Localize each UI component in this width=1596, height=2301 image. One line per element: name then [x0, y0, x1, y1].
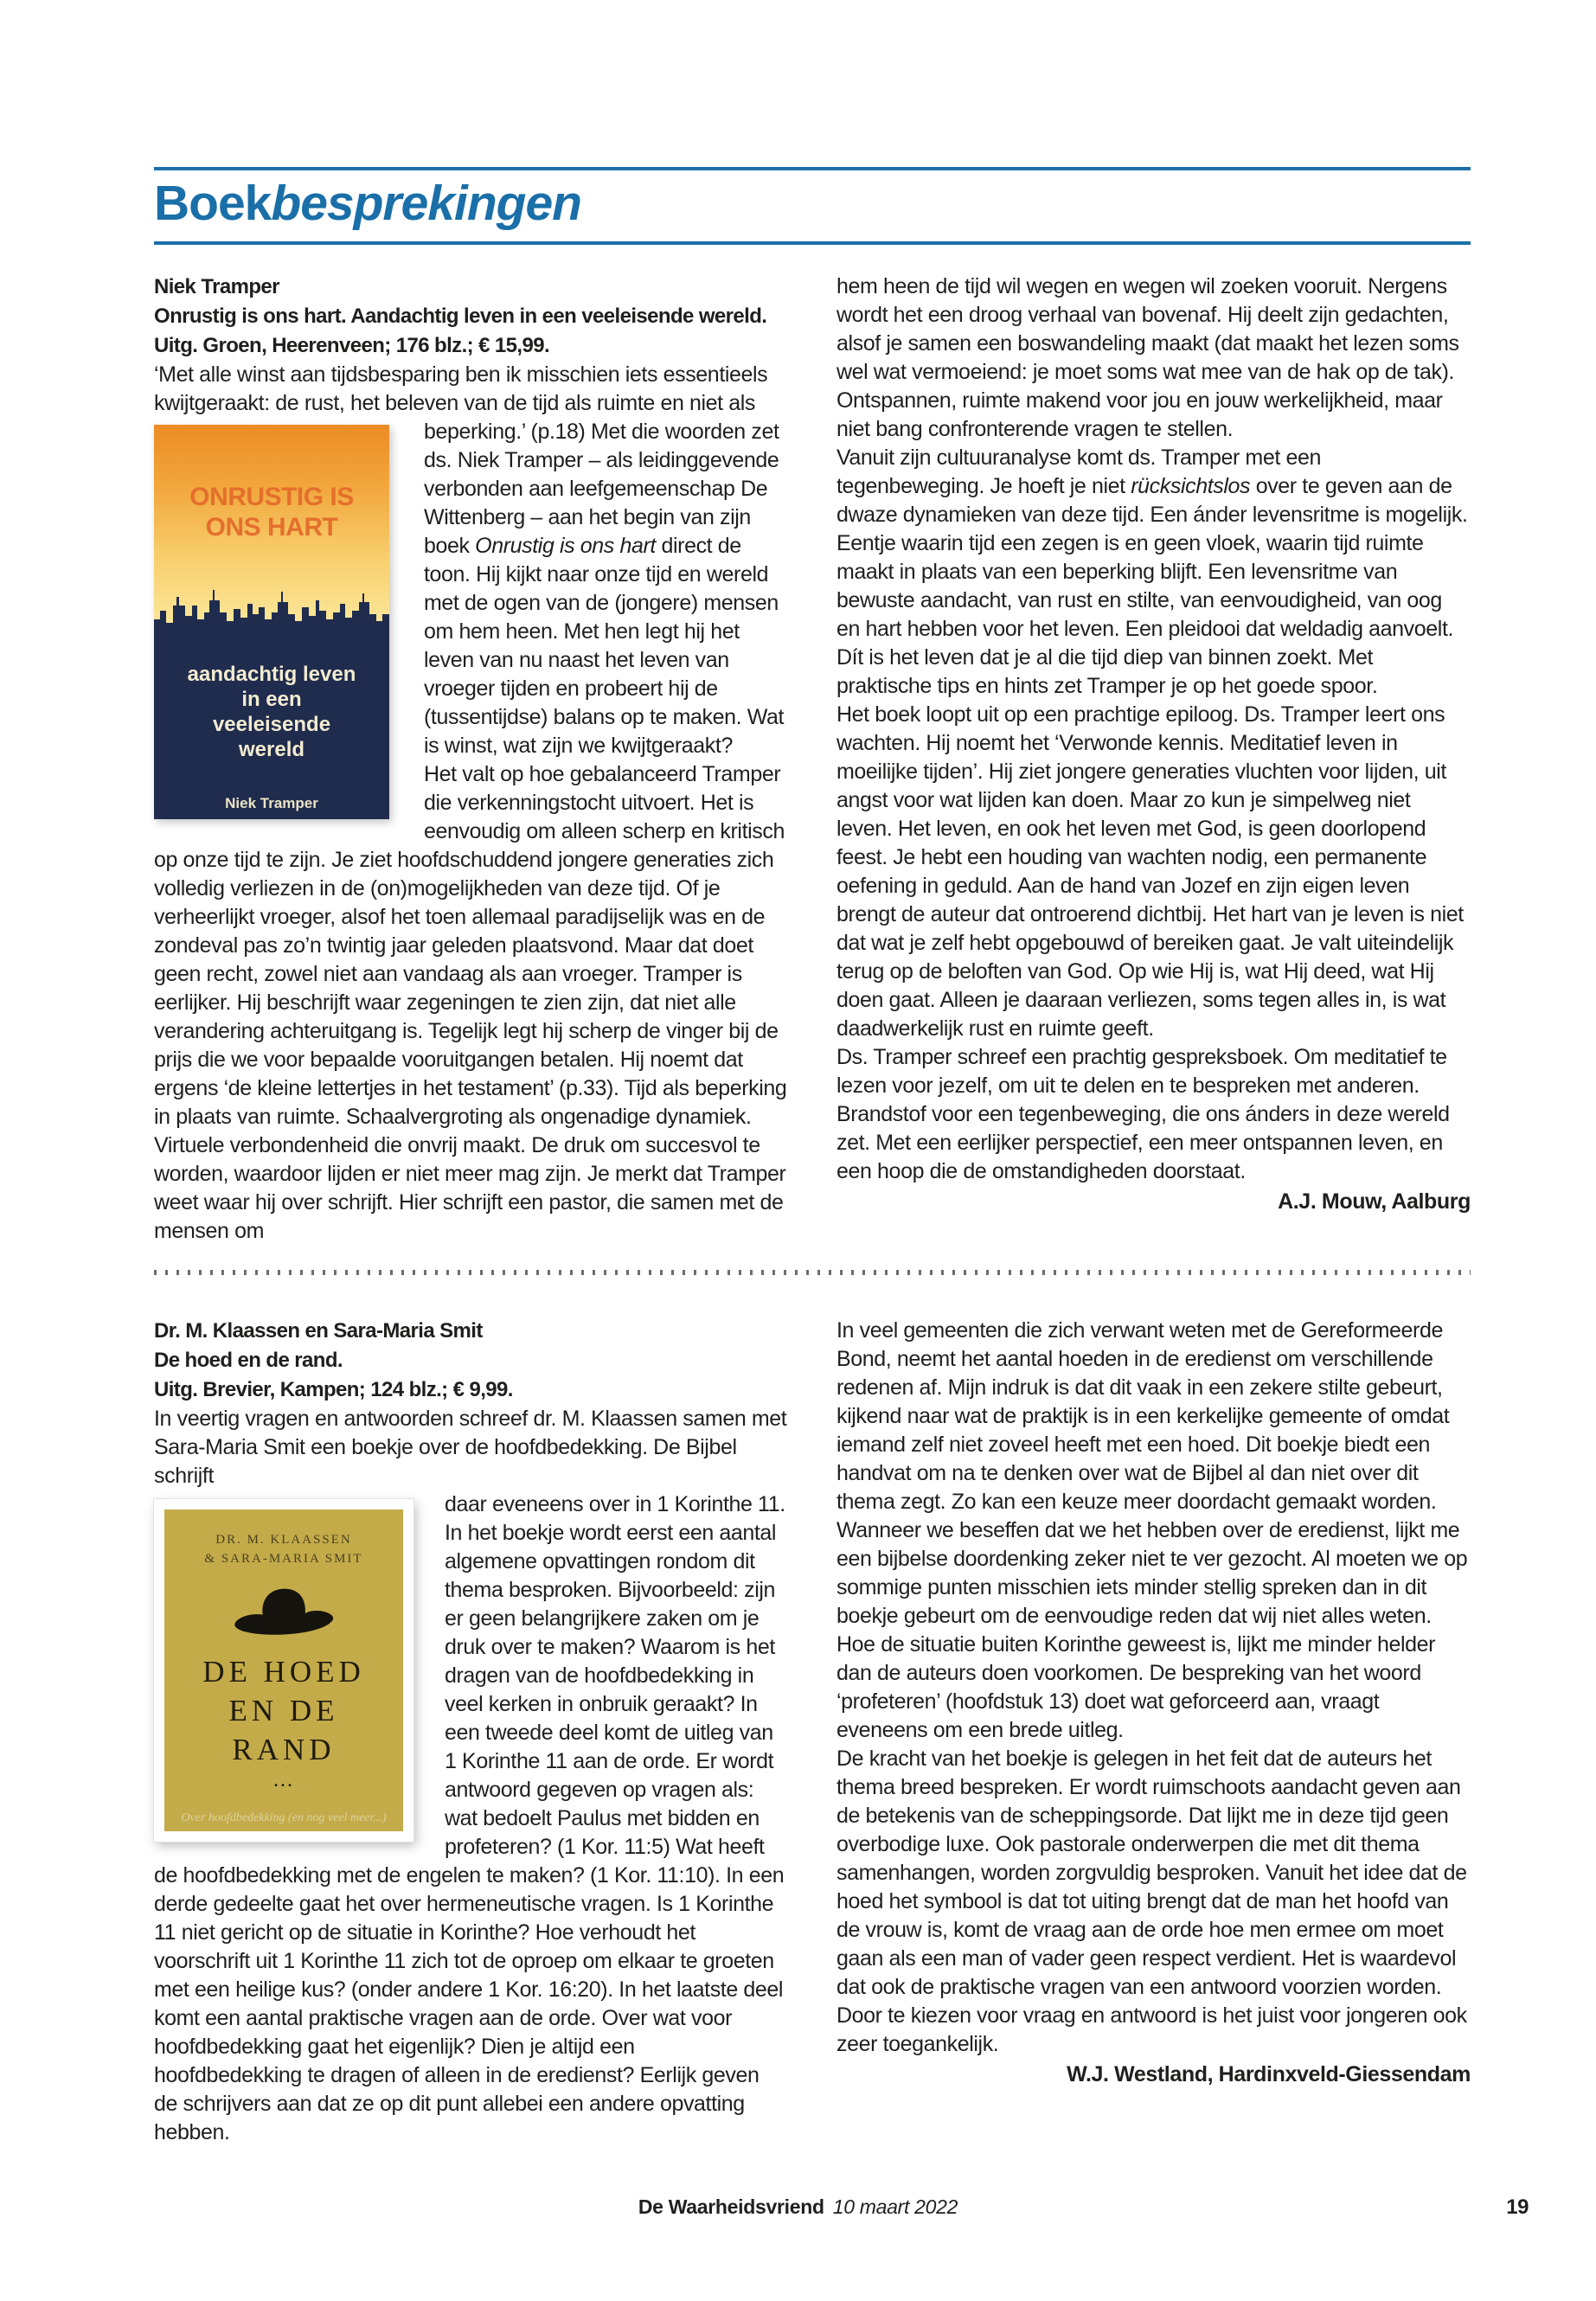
cover-author-line2: & SARA-MARIA SMIT — [204, 1552, 363, 1566]
paragraph: Vanuit zijn cultuuranalyse komt ds. Tramper met een tegenbeweging. Je hoeft je niet rücksichtslos over te geven aan de dwaze dynamieken van deze tijd. Een ánder levensritme is mogelijk. Eentje waarin tijd een zegen is en geen vloek, waarin tijd ruimte maakt in plaats van een beperking blijft. Een levensritme van bewuste aandacht, van rust en stilte, van eenvoudigheid, van oog en hart hebben voor het leven. Een pleidooi dat weldadig aanvoelt. Dít is het leven dat je al die tijd diep van binnen zoekt. Met praktische tips en hints zet Tramper je op het goede spoor. — [836, 445, 1468, 698]
cover-ellipsis: ... — [273, 1769, 294, 1791]
cover-sky-artwork — [154, 425, 389, 641]
review-2-author: Dr. M. Klaassen en Sara-Maria Smit — [154, 1319, 483, 1343]
page-title-italic: besprekingen — [271, 176, 582, 231]
review-2-publisher: Uitg. Brevier, Kampen; 124 blz.; € 9,99. — [154, 1378, 513, 1401]
review-1-left-column — [154, 272, 788, 1246]
cover-subtitle: aandachtig leven in een veeleisende wereld — [187, 663, 356, 761]
cover-title-line1: DE HOED — [202, 1655, 365, 1689]
review-1-right-body — [836, 272, 1471, 1186]
review-2-right-column — [836, 1317, 1471, 2147]
paragraph: Het boek loopt uit op een prachtige epiloog. Ds. Tramper leert ons wachten. Hij noemt het ‘Verwonde kennis. Meditatief leven in moeilijke tijden’. Hij ziet jongere generaties vluchten voor lijden, uit angst voor wat lijden kan doen. Maar zo kun je simpelweg niet leven. Het leven, en ook het leven met God, is geen doorlopend feest. Je hebt een houding van wachten nodig, een permanente oefening in geduld. Aan de hand van Jozef en zijn eigen leven brengt de auteur dat ontroerend dichtbij. Het hart van je leven is niet dat wat je zelf hebt opgebouwd of bereiken gaat. Je valt uiteindelijk terug op de beloften van God. Op wie Hij is, wat Hij deed, wat Hij doen gaat. Alleen je daaraan verliezen, soms tegen alles in, is wat daadwerkelijk rust en ruimte geeft. — [836, 702, 1464, 1041]
cover-author-line1: DR. M. KLAASSEN — [215, 1533, 352, 1547]
review-2-left-column — [154, 1317, 788, 2147]
review-1-book-title: Onrustig is ons hart. Aandachtig leven in een veeleisende wereld. — [154, 304, 767, 328]
paragraph: Wanneer we beseffen dat we het hebben over de eredienst, lijkt me een bijbelse doordenking zeker niet te ver gezocht. Al moeten we op sommige punten misschien iets minder stellig spreken dan in dit boekje gebeurt om de eenvoudige reden dat wij niet alles weten. Hoe de situatie buiten Korinthe geweest is, lijkt me minder helder dan de auteurs doen voorkomen. De bespreking van het woord ‘profeteren’ (hoofdstuk 13) doet wat geforceerd aan, vraagt eveneens om een brede uitleg. — [836, 1518, 1468, 1742]
cover-lower-panel — [154, 641, 389, 819]
cover-title-line3: RAND — [232, 1733, 336, 1766]
page-number: 19 — [1506, 2195, 1529, 2219]
cover-title-line2: EN DE — [228, 1694, 339, 1727]
paragraph: beperking.’ (p.18) Met die woorden zet ds. Niek Tramper – als leidinggevende verbonden aan leefgemeenschap De Wittenberg – aan het begin van zijn boek Onrustig is ons hart direct de toon. Hij kijkt naar onze tijd en wereld met de ogen van de (jongere) mensen om hem heen. Met hen legt hij het leven van nu naast het leven van vroeger tijden en probeert hij de (tussentijdse) balans op te maken. Wat is winst, wat zijn we kwijtgeraakt? — [424, 420, 785, 758]
page-title-bold: Boek — [154, 176, 272, 231]
review-2-signature: W.J. Westland, Hardinxveld-Giessendam — [1067, 2062, 1471, 2086]
review-1-lead-paragraph: ‘Met alle winst aan tijdsbesparing ben ik misschien iets essentieels kwijtgeraakt: de rust, het beleven van de tijd als ruimte en niet als — [154, 362, 768, 415]
black-hat-icon — [223, 1574, 344, 1646]
paragraph: hem heen de tijd wil wegen en wegen wil zoeken vooruit. Nergens wordt het een droog verhaal van bovenaf. Hij deelt zijn gedachten, alsof je samen een boswandeling maakt (dat maakt het lezen soms wel wat vermoeiend: je moet soms wat mee van de hak op de tak). Ontspannen, ruimte makend voor jou en jouw werkelijkheid, maar niet bang confronterende vragen te stellen. — [836, 274, 1459, 441]
review-1-signature: A.J. Mouw, Aalburg — [1278, 1189, 1471, 1214]
city-skyline-icon — [154, 580, 389, 642]
paragraph: Het valt op hoe gebalanceerd Tramper die verkenningstocht uitvoert. Het is eenvoudig om alleen scherp en kritisch op onze tijd te zijn. Je ziet hoofdschuddend jongere generaties zich volledig verliezen in de (on)mogelijkheden van deze tijd. Of je verheerlijkt vroeger, alsof het toen allemaal paradijselijk was en de zondeval pas zo’n twintig jaar geleden plaatsvond. Maar dat doet geen recht, zowel niet aan vandaag als aan vroeger. Tramper is eerlijker. Hij beschrijft waar zegeningen te zien zijn, dat niet alle verandering achteruitgang is. Tegelijk legt hij scherp de vinger bij de prijs die we voor bepaalde vooruitgangen betalen. Hij noemt dat ergens ‘de kleine lettertjes in het testament’ (p.33). Tijd als beperking in plaats van ruimte. Schaalvergroting als ongenadige dynamiek. Virtuele verbondenheid die onvrij maakt. De druk om succesvol te worden, waardoor lijden er niet meer mag zijn. Je merkt dat Tramper weet waar hij over schrijft. Hier schrijft een pastor, die samen met de mensen om — [154, 762, 787, 1243]
book-cover-de-hoed-frame — [154, 1499, 413, 1842]
review-1-right-column — [836, 272, 1471, 1246]
review-de-hoed-en-de-rand — [154, 1317, 1471, 2147]
review-1-publisher: Uitg. Groen, Heerenveen; 176 blz.; € 15,99. — [154, 334, 550, 357]
paragraph: daar eveneens over in 1 Korinthe 11. In het boekje wordt eerst een aantal algemene opvattingen rondom dit thema besproken. Bijvoorbeeld: zijn er geen belangrijkere zaken om je druk over te maken? Waarom is het dragen van de hoofdbedekking in veel kerken in onbruik geraakt? In een tweede deel komt de uitleg van 1 Korinthe 11 aan de orde. Er wordt antwoord gegeven op vragen als: wat bedoelt Paulus met bidden en profeteren? (1 Kor. 11:5) Wat heeft de hoofdbedekking met de engelen te maken? (1 Kor. 11:10). In een derde gedeelte gaat het over hermeneutische vragen. Is 1 Korinthe 11 niet gericht op de situatie in Korinthe? Hoe verhoudt het voorschrift uit 1 Korinthe 11 zich tot de oproep om elkaar te groeten met een heilige kus? (onder andere 1 Kor. 16:20). In het laatste deel komt een aantal praktische vragen aan de orde. Over wat voor hoofdbedekking gaat het eigenlijk? Dien je altijd een hoofdbedekking te dragen of alleen in de eredienst? Eerlijk geven de schrijvers aan dat ze op dit punt allebei een andere opvatting hebben. — [154, 1492, 785, 2144]
footer-journal-line — [0, 2195, 1596, 2219]
cover-title: ONRUSTIG IS ONS HART — [189, 483, 354, 542]
book-cover-de-hoed — [164, 1509, 403, 1831]
cover-tagline: Over hoofdbedekking (en nog veel meer...) — [181, 1811, 387, 1824]
review-onrustig-is-ons-hart — [154, 272, 1471, 1246]
review-1-author: Niek Tramper — [154, 275, 279, 298]
paragraph: In veel gemeenten die zich verwant weten met de Gereformeerde Bond, neemt het aantal hoeden in de eredienst om verschillende redenen af. Mijn indruk is dat dit vaak in een zekere stilte gebeurt, kijkend naar wat de praktijk is in een kerkelijke gemeente of omdat iemand zelf niet zoveel heeft met een hoed. Dit boekje biedt een handvat om na te denken over wat de Bijbel al dan niet over dit thema zegt. Zo kan een keuze meer doordacht gemaakt worden. — [836, 1318, 1450, 1514]
review-2-right-body — [836, 1317, 1471, 2059]
paragraph: Ds. Tramper schreef een prachtig gespreksboek. Om meditatief te lezen voor jezelf, om uit te delen en te bespreken met anderen. Brandstof voor een tegenbeweging, die ons ánders in deze wereld zet. Met een eerlijker perspectief, een meer ontspannen leven, en een hoop die de omstandigheden doorstaat. — [836, 1045, 1450, 1183]
paragraph: De kracht van het boekje is gelegen in het feit dat de auteurs het thema breed bespreken. Er wordt ruimschoots aandacht geven aan de betekenis van de scheppingsorde. Dat lijkt me in deze tijd geen overbodige luxe. Ook pastorale onderwerpen die met dit thema samenhangen, worden zorgvuldig besproken. Vanuit het idee dat de hoed het symbool is dat tot uiting brengt dat de man het hoofd van de vrouw is, komt de vraag aan de orde hoe men ermee om moet gaan als een man of vader geen respect verdient. Het is waardevol dat ook de praktische vragen van een antwoord voorzien worden. Door te kiezen voor vraag en antwoord is het juist voor jongeren ook zeer toegankelijk. — [836, 1747, 1467, 2056]
section-masthead — [154, 167, 1471, 245]
page-title — [154, 177, 1471, 229]
journal-name: De Waarheidsvriend — [638, 2195, 824, 2218]
cover-title — [164, 1652, 403, 1769]
cover-authors — [164, 1530, 403, 1568]
cover-author: Niek Tramper — [225, 795, 318, 811]
page-footer — [0, 2195, 1596, 2227]
issue-date: 10 maart 2022 — [832, 2195, 958, 2218]
review-2-lead-paragraph: In veertig vragen en antwoorden schreef dr. M. Klaassen samen met Sara-Maria Smit een boekje over de hoofdbedekking. De Bijbel schrijft — [154, 1407, 787, 1488]
book-cover-onrustig — [154, 425, 389, 819]
review-2-book-title: De hoed en de rand. — [154, 1349, 343, 1372]
dotted-divider — [154, 1270, 1471, 1275]
